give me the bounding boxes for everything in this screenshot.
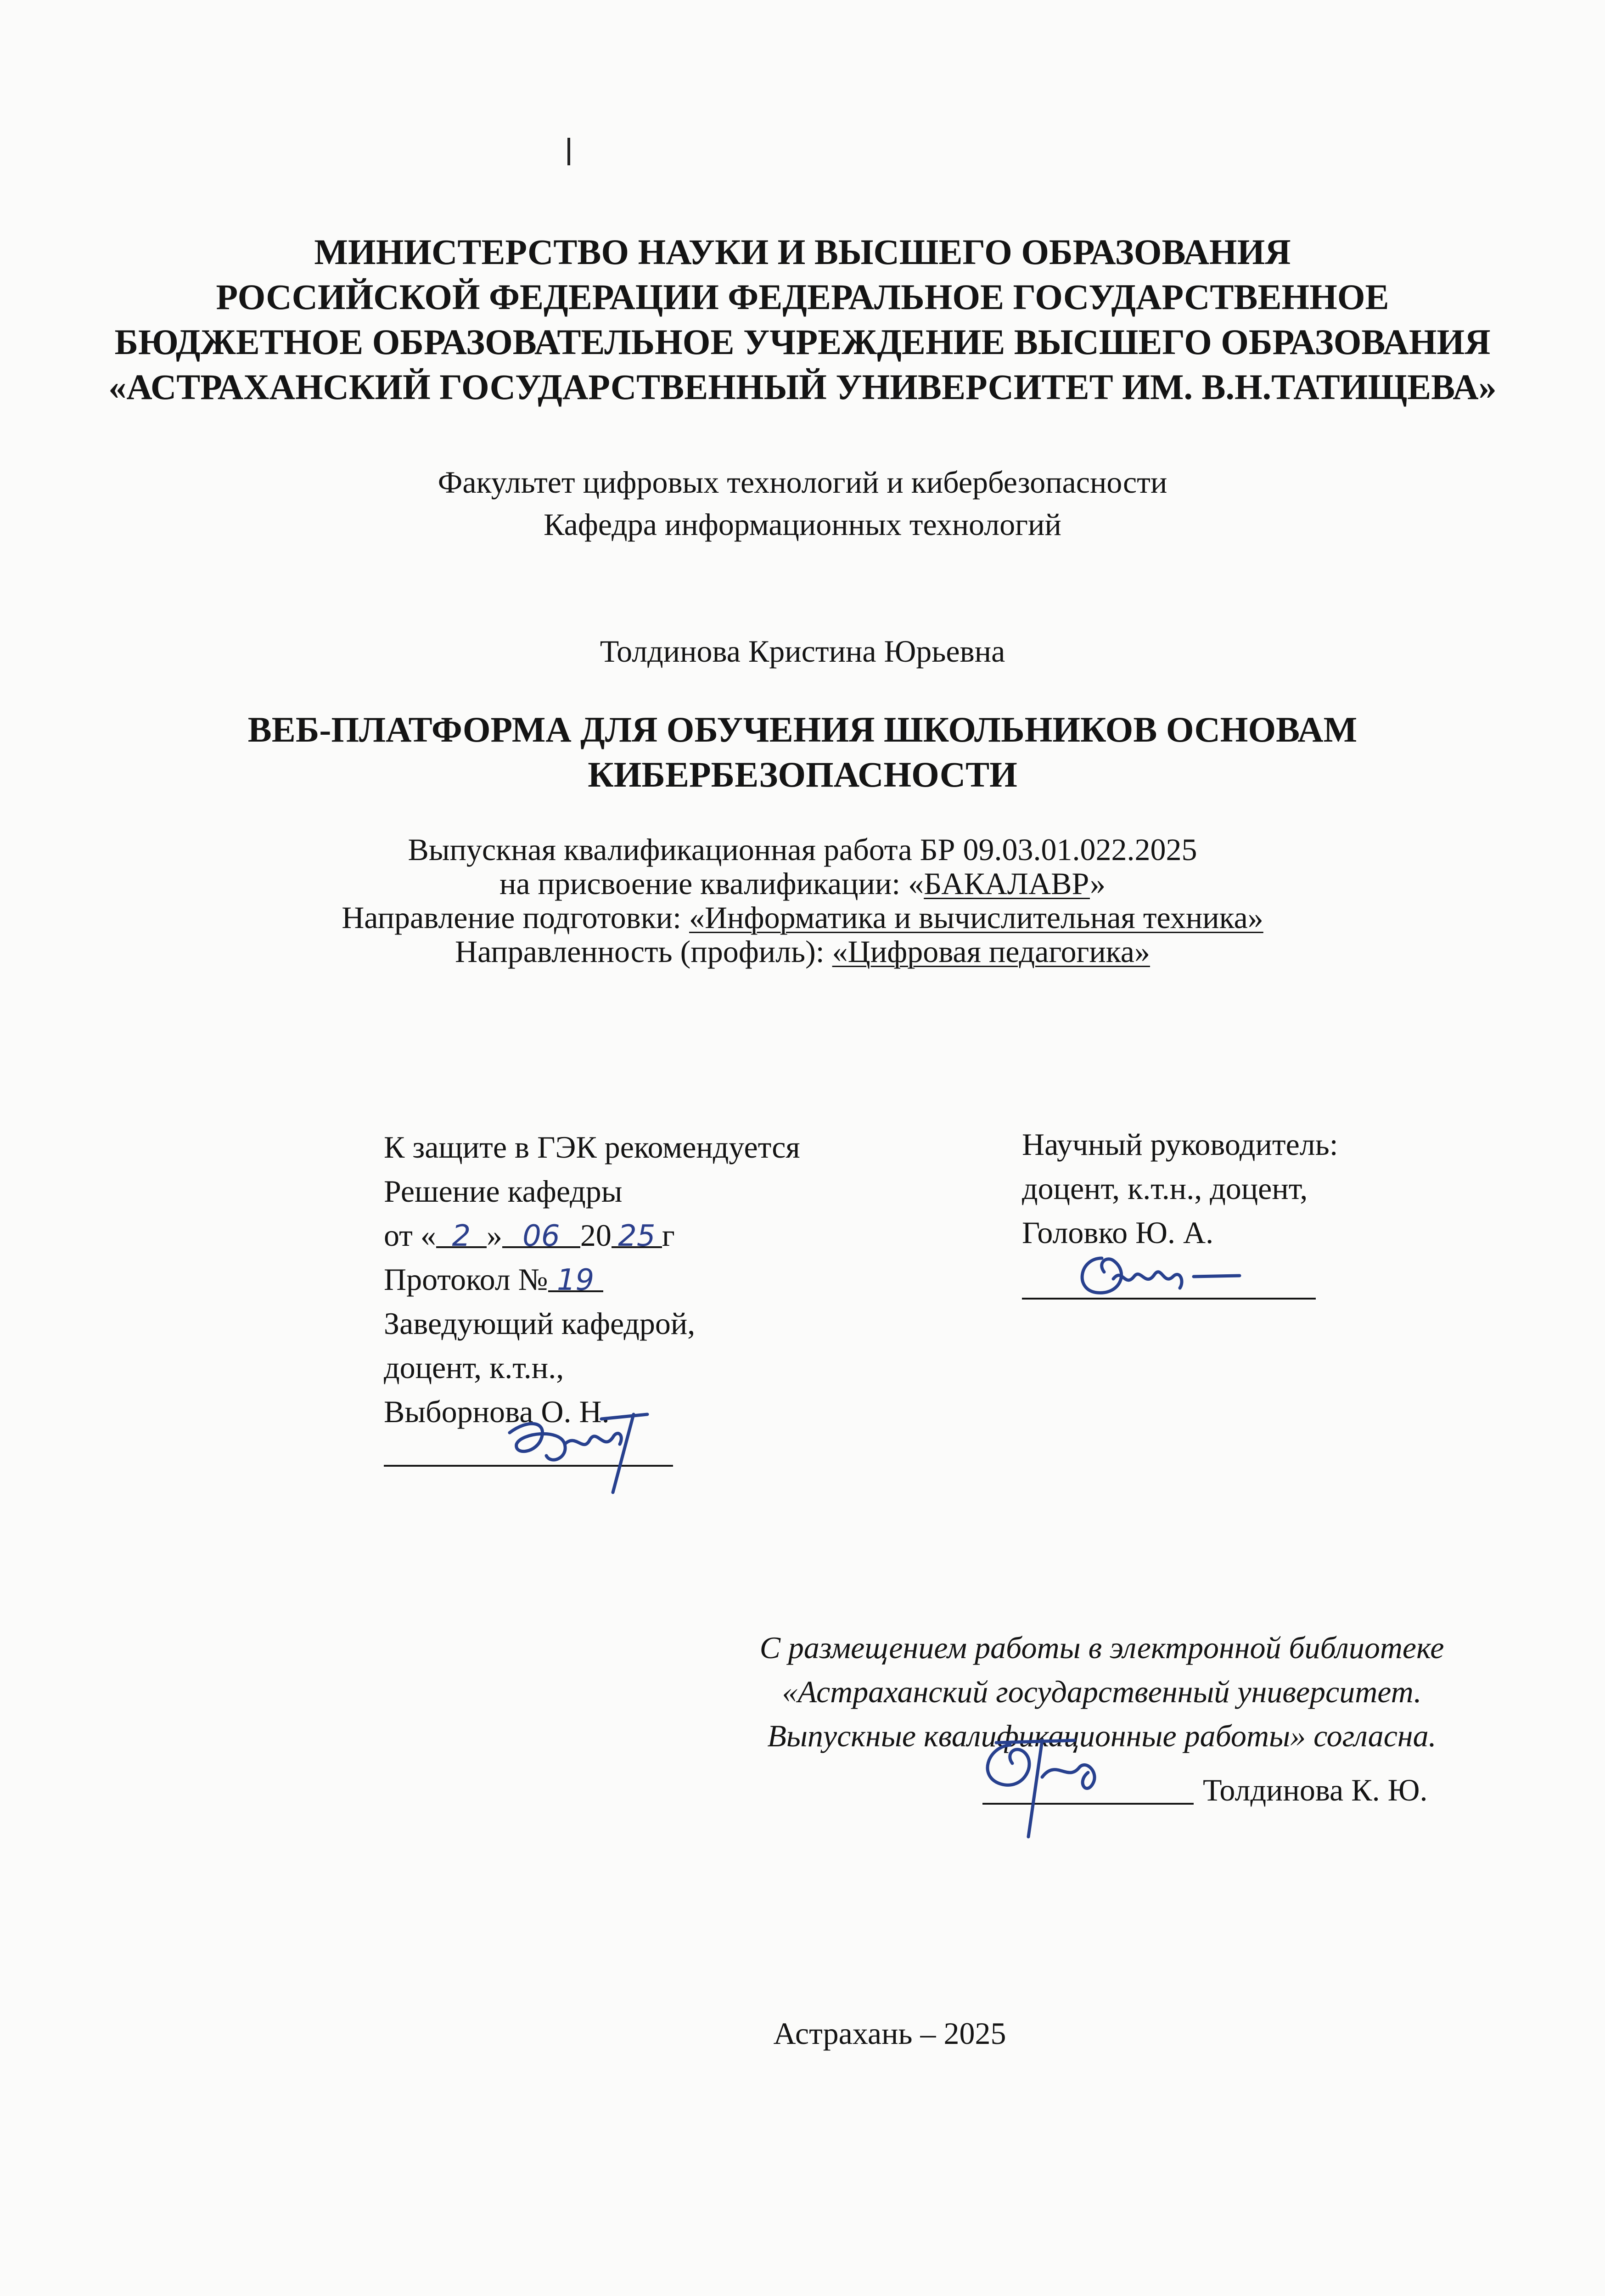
date-month: 06 xyxy=(522,1219,560,1253)
department: Кафедра информационных технологий xyxy=(544,507,1061,542)
author: Толдинова Кристина Юрьевна xyxy=(600,634,1005,669)
profile-line: Направленность (профиль): «Цифровая педагогика» xyxy=(455,934,1150,969)
consent-line-3: Выпускные квалификационные работы» согласна. xyxy=(767,1718,1437,1753)
faculty: Факультет цифровых технологий и кибербезопасности xyxy=(438,465,1167,500)
defense-date: от « 2 » 06 20 25 г xyxy=(384,1213,800,1257)
defense-recommended: К защите в ГЭК рекомендуется xyxy=(384,1130,800,1165)
author-signature xyxy=(969,1727,1134,1846)
head-signature xyxy=(496,1401,652,1497)
city-year: Астрахань – 2025 xyxy=(773,2016,1006,2051)
ministry-line-2: РОССИЙСКОЙ ФЕДЕРАЦИИ ФЕДЕРАЛЬНОЕ ГОСУДАРСТВЕННОЕ xyxy=(216,277,1389,317)
consent-line-1: С размещением работы в электронной библиотеке xyxy=(759,1630,1444,1665)
supervisor-label: Научный руководитель: xyxy=(1022,1127,1338,1162)
thesis-title-line-1: ВЕБ-ПЛАТФОРМА ДЛЯ ОБУЧЕНИЯ ШКОЛЬНИКОВ ОСНОВАМ xyxy=(247,709,1358,749)
direction-value: «Информатика и вычислительная техника» xyxy=(689,900,1263,935)
work-code: Выпускная квалификационная работа БР 09.03.01.022.2025 xyxy=(408,832,1197,867)
head-name: Выборнова О. Н. xyxy=(384,1394,610,1429)
date-day: 2 xyxy=(452,1219,471,1253)
binding-mark xyxy=(567,138,570,165)
supervisor-name: Головко Ю. А. xyxy=(1022,1215,1214,1250)
direction-line: Направление подготовки: «Информатика и вычислительная техника» xyxy=(342,900,1263,935)
qualification-line: на присвоение квалификации: «БАКАЛАВР» xyxy=(499,866,1106,901)
protocol-number: 19 xyxy=(556,1263,595,1297)
defense-decision: Решение кафедры xyxy=(384,1174,623,1209)
supervisor-block xyxy=(1022,1122,1338,1255)
consent-line-2: «Астраханский государственный университет. xyxy=(782,1674,1422,1709)
supervisor-degree: доцент, к.т.н., доцент, xyxy=(1022,1171,1308,1206)
defense-block xyxy=(384,1125,800,1434)
head-degree: доцент, к.т.н., xyxy=(384,1350,564,1385)
university-name: «АСТРАХАНСКИЙ ГОСУДАРСТВЕННЫЙ УНИВЕРСИТЕТ ИМ. В.Н.ТАТИЩЕВА» xyxy=(108,367,1497,407)
supervisor-signature xyxy=(1070,1244,1253,1309)
ministry-line-3: БЮДЖЕТНОЕ ОБРАЗОВАТЕЛЬНОЕ УЧРЕЖДЕНИЕ ВЫСШЕГО ОБРАЗОВАНИЯ xyxy=(114,322,1491,362)
head-title: Заведующий кафедрой, xyxy=(384,1306,696,1341)
protocol-line: Протокол № 19 xyxy=(384,1257,800,1301)
date-year: 25 xyxy=(618,1219,656,1253)
ministry-line-1: МИНИСТЕРСТВО НАУКИ И ВЫСШЕГО ОБРАЗОВАНИЯ xyxy=(314,232,1291,272)
profile-value: «Цифровая педагогика» xyxy=(832,934,1150,969)
qualification-value: БАКАЛАВР xyxy=(924,866,1090,901)
thesis-title-line-2: КИБЕРБЕЗОПАСНОСТИ xyxy=(588,754,1017,794)
consent-signer: Толдинова К. Ю. xyxy=(1203,1773,1428,1807)
